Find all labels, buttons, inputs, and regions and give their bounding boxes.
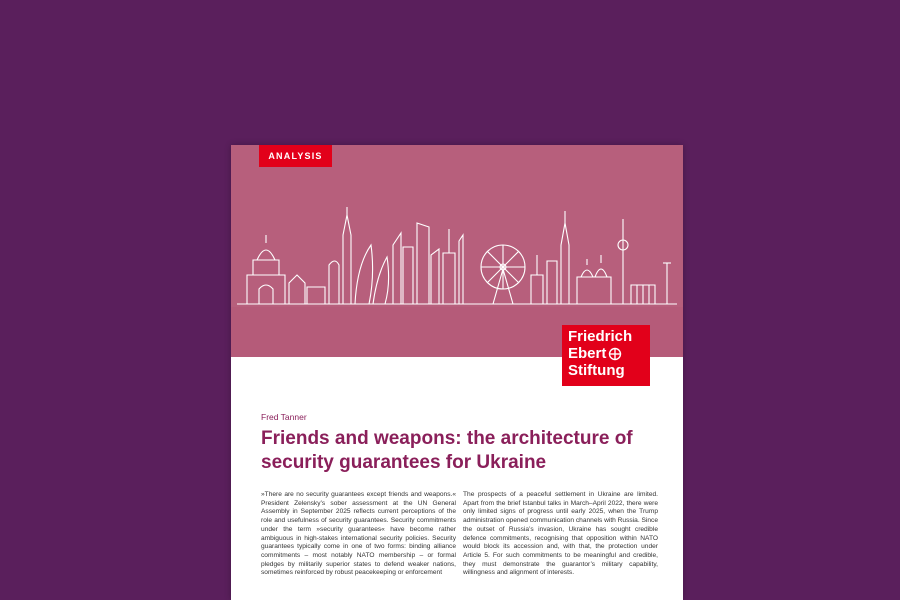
report-title: Friends and weapons: the architecture of security guarantees for Ukraine — [261, 428, 633, 473]
logo-line-2-text: Ebert — [568, 345, 607, 362]
analysis-tag: ANALYSIS — [259, 145, 332, 167]
body-column-left: »There are no security guarantees except friends and weapons.« President Zelensky’s sober assessment at the UN General Assembly in September 2025 reflects current perceptions of the role and usefulness of security guarantees. Security commitments under the term »security guarantees« have become rather ambiguous in high-stakes international security policies. Security guarantees typically come in one of two forms: binding alliance commitments – most notably NATO membership – or formal pledges by militarily superior states to defend weaker nations, sometimes reinforced by robust peacekeeping or enforcement — [261, 491, 456, 577]
logo-line-3: Stiftung — [568, 362, 625, 379]
logo-line-2 — [568, 345, 650, 362]
fes-logo-mark-icon — [608, 347, 622, 361]
author-name: Fred Tanner — [261, 412, 307, 422]
city-skyline-illustration — [231, 205, 683, 310]
report-cover-page — [231, 145, 683, 600]
body-column-right: The prospects of a peaceful settlement in Ukraine are limited. Apart from the brief Istanbul talks in March–April 2022, there were only limited signs of progress until early 2025, when the Trump administration opened communication channels with Russia. Since the outset of Russia’s invasion, Ukraine has sought credible defence commitments, recognising that opposition within NATO would block its accession and, with that, the protection under Article 5. For such commitments to be meaningful and credible, they must demonstrate the guarantor’s military capability, willingness and alignment of interests. — [463, 491, 658, 577]
fes-logo — [562, 325, 650, 386]
logo-line-1: Friedrich — [568, 328, 633, 345]
